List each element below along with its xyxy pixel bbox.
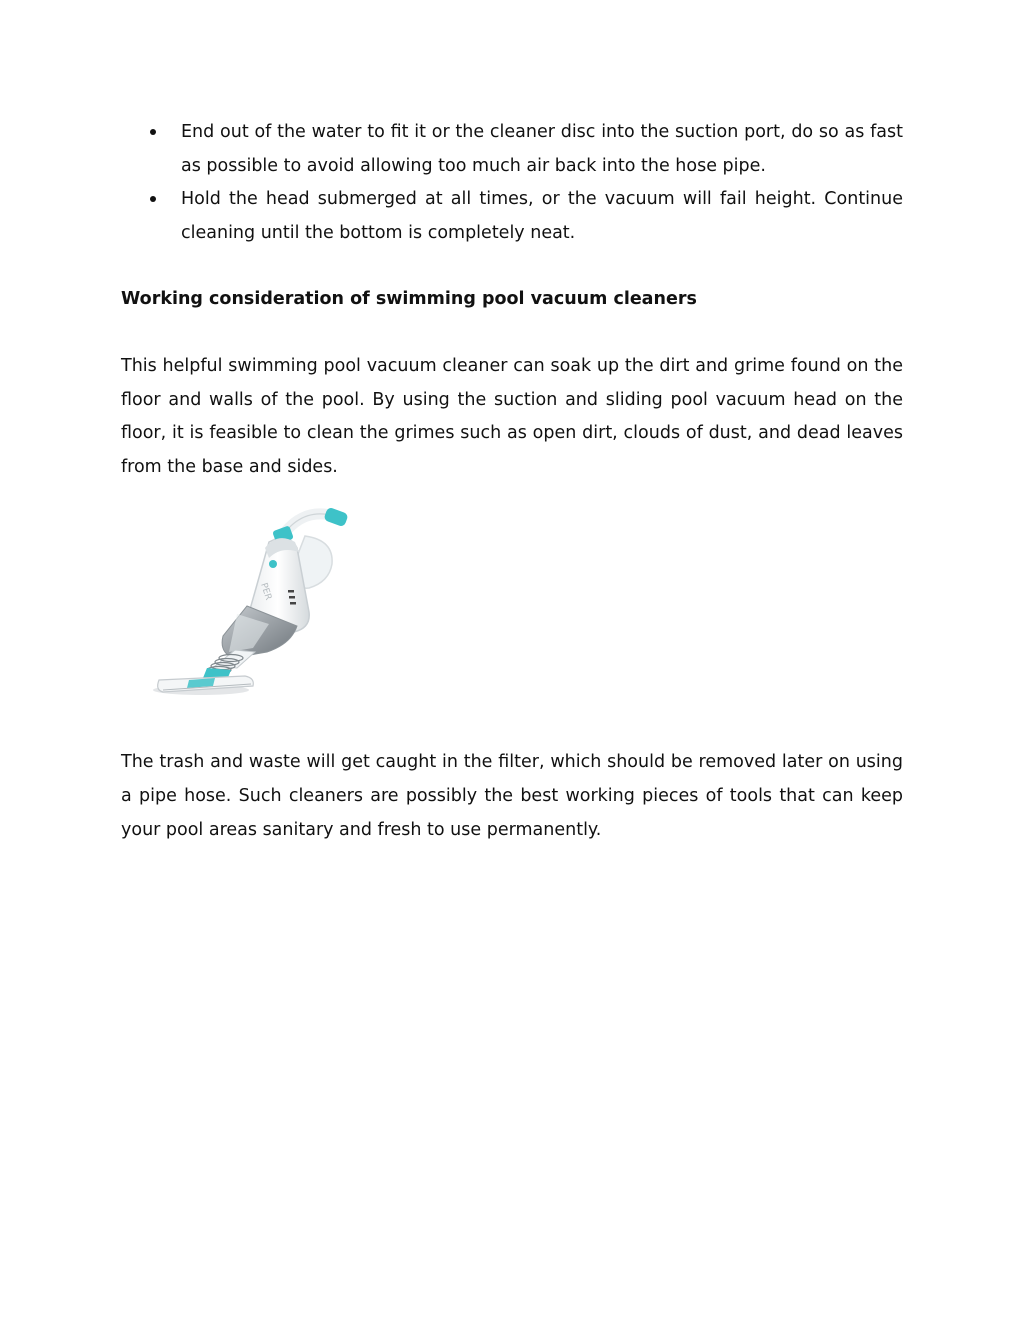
document-page [121,116,903,847]
section-heading: Working consideration of swimming pool vacuum cleaners [121,289,697,310]
bullet-icon [150,129,156,135]
bullet-item [121,183,903,250]
bullet-icon [150,196,156,202]
paragraph-intro: This helpful swimming pool vacuum cleaner can soak up the dirt and grime found on the floor and walls of the pool. By using the suction and sliding pool vacuum head on the floor, it is feasible to clean the grimes such as open dirt, clouds of dust, and dead leaves from the base and sides. [121,355,903,477]
bullet-text: Hold the head submerged at all times, or the vacuum will fail height. Continue cleaning until the bottom is completely neat. [181,189,903,243]
bullet-list [121,116,903,250]
bullet-text: End out of the water to fit it or the cleaner disc into the suction port, do so as fast as possible to avoid allowing too much air back into the hose pipe. [181,122,903,176]
vacuum-cleaner-image [149,502,364,702]
bullet-item [121,116,903,183]
paragraph-closing: The trash and waste will get caught in the filter, which should be removed later on using a pipe hose. Such cleaners are possibly the best working pieces of tools that can keep your pool areas sanitary and fresh to use permanently. [121,752,903,840]
handheld-pool-vacuum-illustration [149,502,364,702]
brand-label: PER [258,582,274,602]
